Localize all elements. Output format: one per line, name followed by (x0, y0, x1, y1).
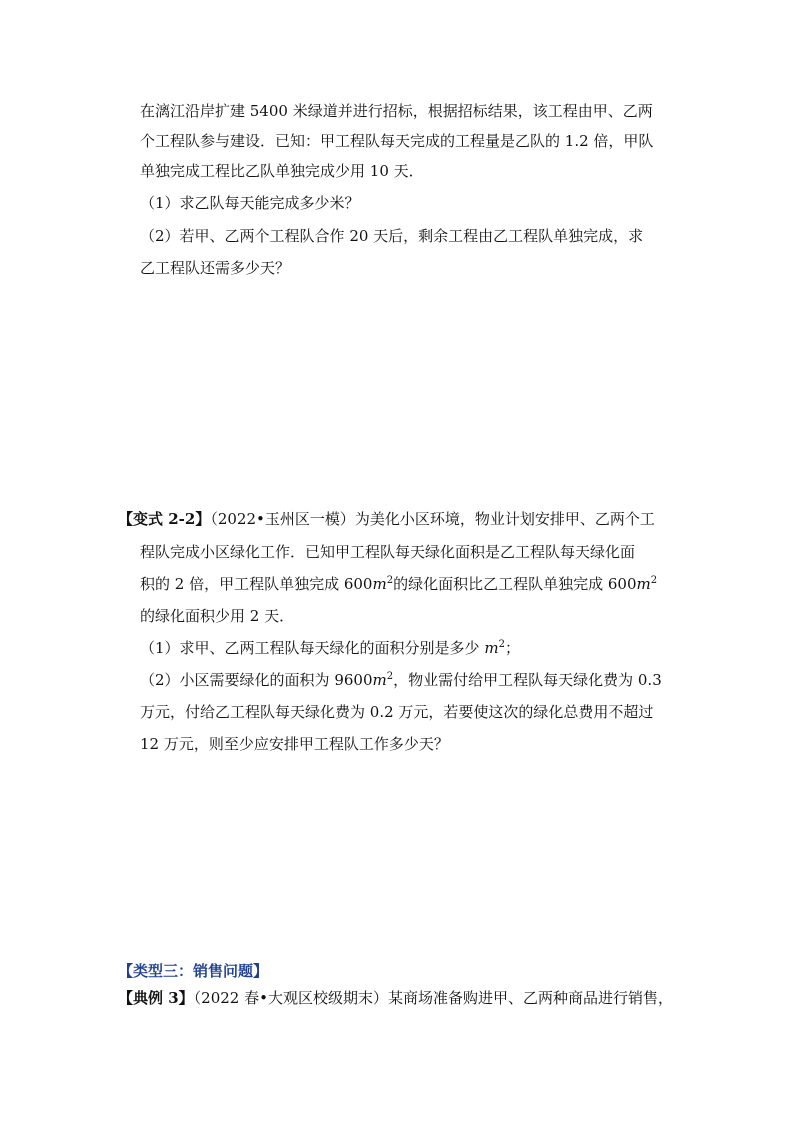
problem-2-question-2: （2）小区需要绿化的面积为 $9600m^2$，物业需付给甲工程队每天绿化费为 0.3 (140, 671, 662, 689)
problem-2-tag: 【变式 2-2】 (118, 510, 211, 528)
problem-2-line-2: 程队完成小区绿化工作．已知甲工程队每天绿化面积是乙工程队每天绿化面 (140, 543, 636, 561)
problem-1-question-2: （2）若甲、乙两个工程队合作 20 天后，剩余工程由乙工程队单独完成，求 (140, 227, 644, 245)
problem-2-question-2-cont: 万元，付给乙工程队每天绿化费为 0.2 万元，若要使这次的绿化总费用不超过 (140, 703, 654, 721)
section-3-heading: 【类型三：销售问题】 (118, 962, 269, 980)
example-3-text: （2022 春•大观区校级期末）某商场准备购进甲、乙两种商品进行销售， (193, 989, 673, 1007)
problem-1-question-2-cont: 乙工程队还需多少天？ (140, 259, 291, 277)
problem-2-question-2-end: 12 万元，则至少应安排甲工程队工作多少天？ (140, 735, 449, 753)
problem-1-line-2: 个工程队参与建设．已知：甲工程队每天完成的工程量是乙队的 1.2 倍，甲队 (140, 132, 654, 150)
problem-2-question-1: （1）求甲、乙两工程队每天绿化的面积分别是多少 $m^2$； (140, 639, 520, 657)
problem-2-intro: （2022•玉州区一模）为美化小区环境，物业计划安排甲、乙两个工 (210, 510, 655, 528)
problem-1-question-1: （1）求乙队每天能完成多少米？ (140, 194, 360, 212)
problem-1-line-1: 在漓江沿岸扩建 5400 米绿道并进行招标，根据招标结果，该工程由甲、乙两 (140, 102, 653, 120)
example-3-line (118, 988, 673, 1008)
problem-2-line-1 (118, 509, 655, 529)
problem-2-line-3: 积的 2 倍，甲工程队单独完成 $600m^2$的绿化面积比乙工程队单独完成 $600m^2$ (140, 575, 658, 593)
problem-2-line-4: 的绿化面积少用 2 天． (140, 607, 295, 625)
problem-1-line-3: 单独完成工程比乙队单独完成少用 10 天． (140, 162, 424, 180)
example-3-tag: 【典例 3】 (118, 989, 194, 1007)
